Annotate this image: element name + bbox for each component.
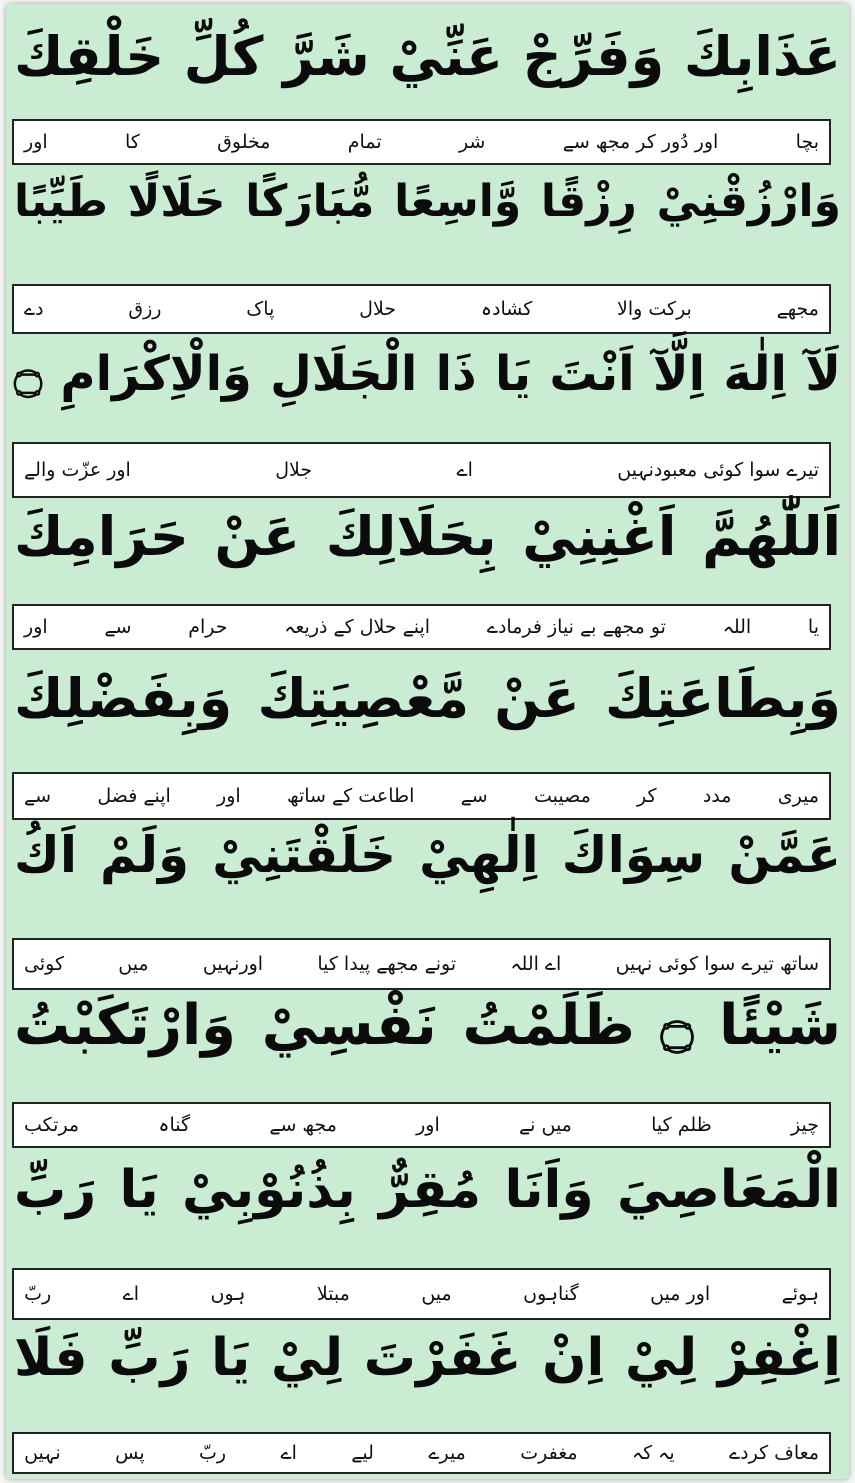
translation-word: اے	[122, 1283, 140, 1305]
translation-word: کر	[637, 785, 657, 807]
translation-word: اے	[280, 1442, 297, 1464]
arabic-line-3: لَآ اِلٰهَ اِلَّآ اَنْتَ يَا ذَا الْجَلَالِ وَالْاِكْرَامِ ۝	[14, 346, 841, 402]
translation-word: اے	[456, 459, 473, 481]
translation-word: مغفرت	[520, 1442, 578, 1464]
translation-word: اور	[416, 1114, 440, 1136]
translation-word: اللہ	[722, 616, 752, 638]
arabic-line-7: شَيْئًا ۝ ظَلَمْتُ نَفْسِيْ وَارْتَكَبْتُ	[14, 993, 841, 1058]
translation-word: تو مجھے بے نیاز فرمادے	[486, 616, 666, 638]
translation-word: بچا	[795, 131, 819, 153]
translation-word: سے	[460, 785, 488, 807]
translation-word: برکت والا	[617, 298, 692, 320]
translation-word: لیے	[351, 1442, 374, 1464]
translation-word: سے	[104, 616, 132, 638]
translation-word: حلال	[359, 298, 397, 320]
translation-word: شر	[458, 131, 486, 153]
translation-box-1	[12, 119, 831, 165]
translation-word: مجھے	[776, 298, 819, 320]
translation-word: یا	[807, 616, 819, 638]
arabic-line-4: اَللّٰهُمَّ اَغْنِنِيْ بِحَلَالِكَ عَنْ حَرَامِكَ	[14, 505, 841, 568]
translation-word: دے	[24, 298, 44, 320]
arabic-line-8: الْمَعَاصِيَ وَاَنَا مُقِرٌّ بِذُنُوْبِيْ يَا رَبِّ	[14, 1160, 841, 1220]
translation-word: چیز	[791, 1114, 819, 1136]
arabic-line-1: عَذَابِكَ وَفَرِّجْ عَنِّيْ شَرَّ كُلِّ خَلْقِكَ	[14, 25, 841, 88]
translation-word: اے اللہ	[510, 953, 562, 975]
translation-word: یہ کہ	[631, 1442, 675, 1464]
translation-word: میں	[118, 953, 149, 975]
translation-word: میرے	[428, 1442, 466, 1464]
translation-word: میں نے	[519, 1114, 572, 1136]
translation-word: اور	[217, 785, 241, 807]
translation-word: اور دُور کر مجھ سے	[562, 131, 719, 153]
translation-word: اور	[24, 616, 48, 638]
translation-word: مدد	[702, 785, 732, 807]
translation-word: اور عزّت والے	[24, 459, 131, 481]
translation-word: معاف کردے	[729, 1442, 819, 1464]
translation-word: تمام	[347, 131, 382, 153]
translation-word: پس	[115, 1442, 145, 1464]
translation-word: حرام	[188, 616, 228, 638]
translation-box-6	[12, 938, 831, 990]
translation-word: اطاعت کے ساتھ	[286, 785, 415, 807]
translation-word: گناہوں	[523, 1283, 579, 1305]
translation-word: جلال	[275, 459, 313, 481]
translation-word: مبتلا	[316, 1283, 350, 1305]
translation-word: تیرے سوا کوئی معبودنہیں	[617, 459, 819, 481]
translation-box-5	[12, 772, 831, 820]
translation-box-7	[12, 1102, 831, 1148]
translation-word: مجھ سے	[269, 1114, 337, 1136]
arabic-line-5: وَبِطَاعَتِكَ عَنْ مَّعْصِيَتِكَ وَبِفَضْلِكَ	[14, 667, 841, 730]
translation-word: نہیں	[24, 1442, 61, 1464]
translation-word: میں	[421, 1283, 452, 1305]
translation-box-2	[12, 284, 831, 334]
translation-word: میری	[777, 785, 819, 807]
translation-word: تونے مجھے پیدا کیا	[317, 953, 457, 975]
translation-word: مصیبت	[534, 785, 591, 807]
translation-word: کوئی	[24, 953, 64, 975]
translation-box-4	[12, 604, 831, 650]
arabic-line-6: عَمَّنْ سِوَاكَ اِلٰهِيْ خَلَقْتَنِيْ وَلَمْ اَكُ	[14, 826, 841, 884]
translation-word: پاک	[246, 298, 275, 320]
translation-word: ظلم کیا	[651, 1114, 712, 1136]
arabic-line-2: وَارْزُقْنِيْ رِزْقًا وَّاسِعًا مُّبَارَكًا حَلَالًا طَيِّبًا	[14, 176, 841, 227]
translation-word: گناہ	[158, 1114, 191, 1136]
translation-word: اپنے حلال کے ذریعہ	[284, 616, 431, 638]
translation-word: ہوئے	[781, 1283, 819, 1305]
translation-box-8	[12, 1268, 831, 1320]
translation-word: مخلوق	[217, 131, 271, 153]
translation-word: کا	[125, 131, 140, 153]
translation-box-9	[12, 1432, 831, 1474]
translation-word: مرتکب	[24, 1114, 80, 1136]
translation-word: اور	[24, 131, 48, 153]
translation-word: ہوں	[210, 1283, 246, 1305]
translation-word: اپنے فضل	[97, 785, 171, 807]
translation-box-3	[12, 442, 831, 498]
translation-word: اورنہیں	[202, 953, 264, 975]
translation-word: اور میں	[650, 1283, 711, 1305]
translation-word: رزق	[128, 298, 162, 320]
translation-word: ربّ	[24, 1283, 52, 1305]
translation-word: کشادہ	[480, 298, 533, 320]
translation-word: ربّ	[199, 1442, 227, 1464]
translation-word: ساتھ تیرے سوا کوئی نہیں	[615, 953, 819, 975]
translation-word: سے	[24, 785, 52, 807]
prayer-page	[6, 4, 849, 1479]
arabic-line-9: اِغْفِرْ لِيْ اِنْ غَفَرْتَ لِيْ يَا رَبِّ فَلَا	[14, 1328, 841, 1388]
